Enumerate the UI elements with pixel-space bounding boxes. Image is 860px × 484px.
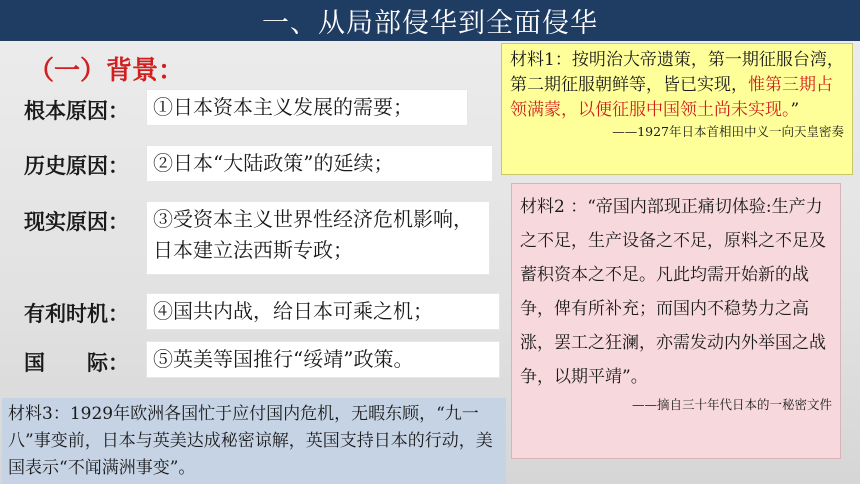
row-text-international: ⑤英美等国推行“绥靖”政策。 — [147, 342, 499, 377]
material-2-text: 材料2 ：“帝国内部现正痛切体验:生产力之不足，生产设备之不足，原料之不足及蓄积资本之不足。凡此均需开始新的战争，俾有所补充；而国内不稳势力之高涨，罢工之狂澜，亦需发动内外举国之战争，以期平靖”。 — [520, 197, 826, 387]
material-2-source: ——摘自三十年代日本的一秘密文件 — [631, 397, 832, 412]
title-bar — [0, 0, 860, 41]
row-label-international: 国 际： — [24, 351, 129, 375]
row-text-historical: ②日本“大陆政策”的延续； — [147, 146, 492, 181]
row-label-historical: 历史原因： — [24, 154, 129, 178]
material-3-text: 材料3：1929年欧洲各国忙于应付国内危机，无暇东顾，“九一八”事变前，日本与英美达成秘密谅解，英国支持日本的行动，美国表示“不闻满洲事变”。 — [8, 404, 493, 478]
row-text-realistic: ③受资本主义世界性经济危机影响，日本建立法西斯专政； — [147, 202, 489, 274]
page-title: 一、从局部侵华到全面侵华 — [262, 8, 598, 39]
material-1-highlight: 惟第三期占领满蒙，以便征服中国领土尚未实现。 — [510, 75, 833, 120]
material-1-box — [501, 43, 853, 175]
row-label-realistic: 现实原因： — [24, 210, 129, 234]
material-2-box — [511, 183, 841, 459]
material-1-text: 材料1：按明治大帝遗策，第一期征服台湾，第二期征服朝鲜等，皆已实现， — [510, 50, 844, 95]
row-text-fundamental: ①日本资本主义发展的需要； — [147, 90, 467, 125]
material-1-source: ——1927年日本首相田中义一向天皇密奏 — [612, 124, 844, 139]
material-3-box — [2, 398, 506, 484]
row-label-opportunity: 有利时机： — [24, 302, 129, 326]
row-label-fundamental: 根本原因： — [24, 99, 129, 123]
row-text-opportunity: ④国共内战，给日本可乘之机； — [147, 294, 499, 329]
section-heading: （一）背景： — [28, 56, 185, 86]
material-1-quote-end: ” — [790, 100, 800, 120]
